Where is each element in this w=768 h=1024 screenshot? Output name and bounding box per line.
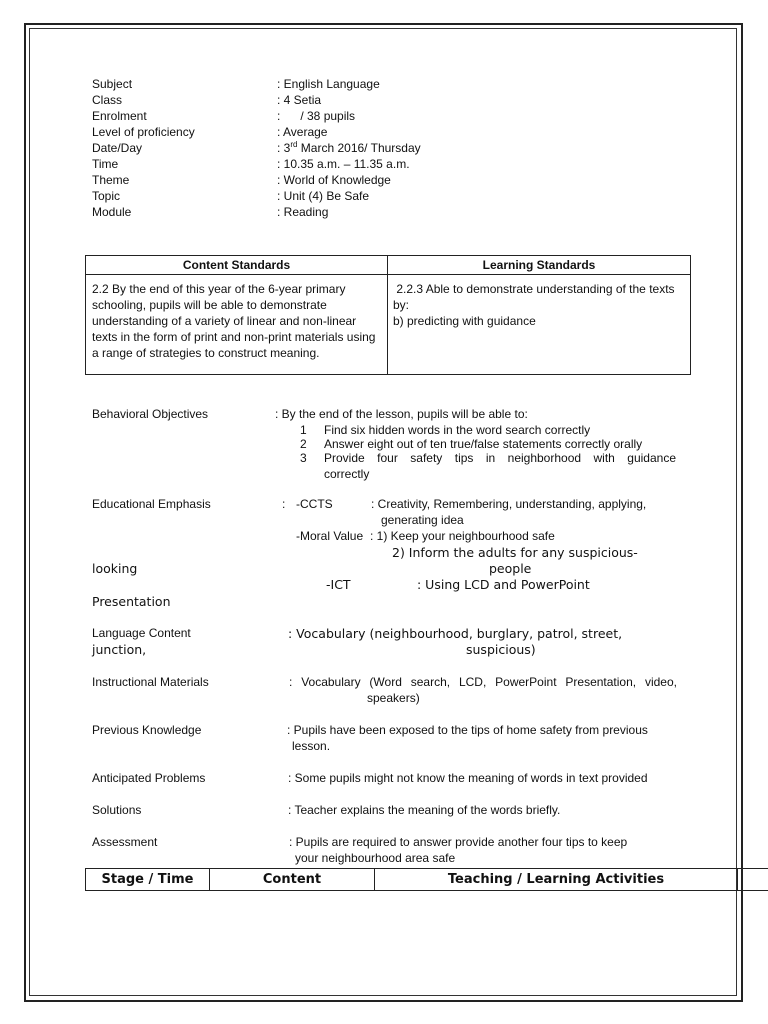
content-header: Content xyxy=(210,869,375,891)
anticipated-problems-label: Anticipated Problems xyxy=(92,771,206,785)
assessment-value: : Pupils are required to answer provide another four tips to keep xyxy=(289,835,628,849)
objectives-intro: : By the end of the lesson, pupils will be able to: xyxy=(275,407,528,421)
language-content-label: Language Content xyxy=(92,626,191,640)
moral-people: people xyxy=(489,561,532,576)
materials-continuation: speakers) xyxy=(367,691,420,705)
moral-value-2: 2) Inform the adults for any suspicious- xyxy=(392,545,638,560)
stage-time-header: Stage / Time xyxy=(86,869,210,891)
theme-value: : World of Knowledge xyxy=(277,173,391,187)
learning-standards-header: Learning Standards xyxy=(388,256,691,275)
ict-presentation: Presentation xyxy=(92,594,171,609)
language-content-label-cont: junction, xyxy=(92,642,147,657)
objectives-label: Behavioral Objectives xyxy=(92,407,209,421)
moral-value-1: : 1) Keep your neighbourhood safe xyxy=(370,529,555,543)
module-value: : Reading xyxy=(277,205,329,219)
objective-1-text: Find six hidden words in the word search correctly xyxy=(324,423,591,437)
previous-knowledge-value: : Pupils have been exposed to the tips of home safety from previous xyxy=(287,723,648,737)
assessment-label: Assessment xyxy=(92,835,158,849)
objective-3-number: 3 xyxy=(300,451,307,465)
previous-knowledge-label: Previous Knowledge xyxy=(92,723,202,737)
enrolment-value: : / 38 pupils xyxy=(277,109,356,123)
materials-value: : Vocabulary (Word search, LCD, PowerPoint Presentation, video, xyxy=(289,675,677,689)
solutions-label: Solutions xyxy=(92,803,142,817)
learning-standards-line2: b) predicting with guidance xyxy=(393,314,536,328)
moral-looking: looking xyxy=(92,561,138,576)
materials-label: Instructional Materials xyxy=(92,675,209,689)
language-content-value: : Vocabulary (neighbourhood, burglary, patrol, street, xyxy=(288,626,623,641)
date-value: : 3rd March 2016/ Thursday xyxy=(277,140,421,155)
standards-table xyxy=(85,255,691,375)
objective-2-text: Answer eight out of ten true/false statements correctly orally xyxy=(324,437,643,451)
module-label: Module xyxy=(92,205,132,219)
ict-value: : Using LCD and PowerPoint xyxy=(417,577,590,592)
previous-knowledge-continuation: lesson. xyxy=(292,739,331,753)
objective-2-number: 2 xyxy=(300,437,307,451)
anticipated-problems-value: : Some pupils might not know the meaning of words in text provided xyxy=(288,771,648,785)
extra-header xyxy=(738,869,768,891)
time-value: : 10.35 a.m. – 11.35 a.m. xyxy=(277,157,410,171)
objective-1-number: 1 xyxy=(300,423,307,437)
enrolment-label: Enrolment xyxy=(92,109,147,123)
content-standards-cell xyxy=(86,275,388,375)
ccts-key: -CCTS xyxy=(296,497,333,511)
class-label: Class xyxy=(92,93,123,107)
emphasis-colon: : xyxy=(282,497,286,511)
content-standards-text: 2.2 By the end of this year of the 6-year primary schooling, pupils will be able to demonstrate understanding of a variety of linear and non-linear texts in the form of print and non-print materials using a range of strategies to construct meaning. xyxy=(92,282,376,360)
objective-3-text: Provide four safety tips in neighborhood with guidance xyxy=(324,451,676,465)
emphasis-label: Educational Emphasis xyxy=(92,497,211,511)
ict-key: -ICT xyxy=(326,577,351,592)
learning-standards-line1: 2.2.3 Able to demonstrate understanding of the texts by: xyxy=(393,282,678,312)
subject-label: Subject xyxy=(92,77,133,91)
proficiency-value: : Average xyxy=(277,125,328,139)
language-content-continuation: suspicious) xyxy=(466,642,536,657)
time-label: Time xyxy=(92,157,119,171)
subject-value: : English Language xyxy=(277,77,380,91)
assessment-continuation: your neighbourhood area safe xyxy=(295,851,456,865)
content-standards-header: Content Standards xyxy=(86,256,388,275)
topic-label: Topic xyxy=(92,189,121,203)
ccts-continuation: generating idea xyxy=(381,513,464,527)
activities-header: Teaching / Learning Activities xyxy=(375,869,738,891)
moral-value-key: -Moral Value xyxy=(296,529,364,543)
class-value: : 4 Setia xyxy=(277,93,322,107)
learning-standards-cell xyxy=(388,275,691,375)
theme-label: Theme xyxy=(92,173,130,187)
date-label: Date/Day xyxy=(92,141,143,155)
ccts-value: : Creativity, Remembering, understanding, applying, xyxy=(371,497,647,511)
solutions-value: : Teacher explains the meaning of the words briefly. xyxy=(288,803,561,817)
topic-value: : Unit (4) Be Safe xyxy=(277,189,370,203)
lesson-stage-table xyxy=(85,868,768,891)
proficiency-label: Level of proficiency xyxy=(92,125,195,139)
objective-3-continuation: correctly xyxy=(324,467,370,481)
